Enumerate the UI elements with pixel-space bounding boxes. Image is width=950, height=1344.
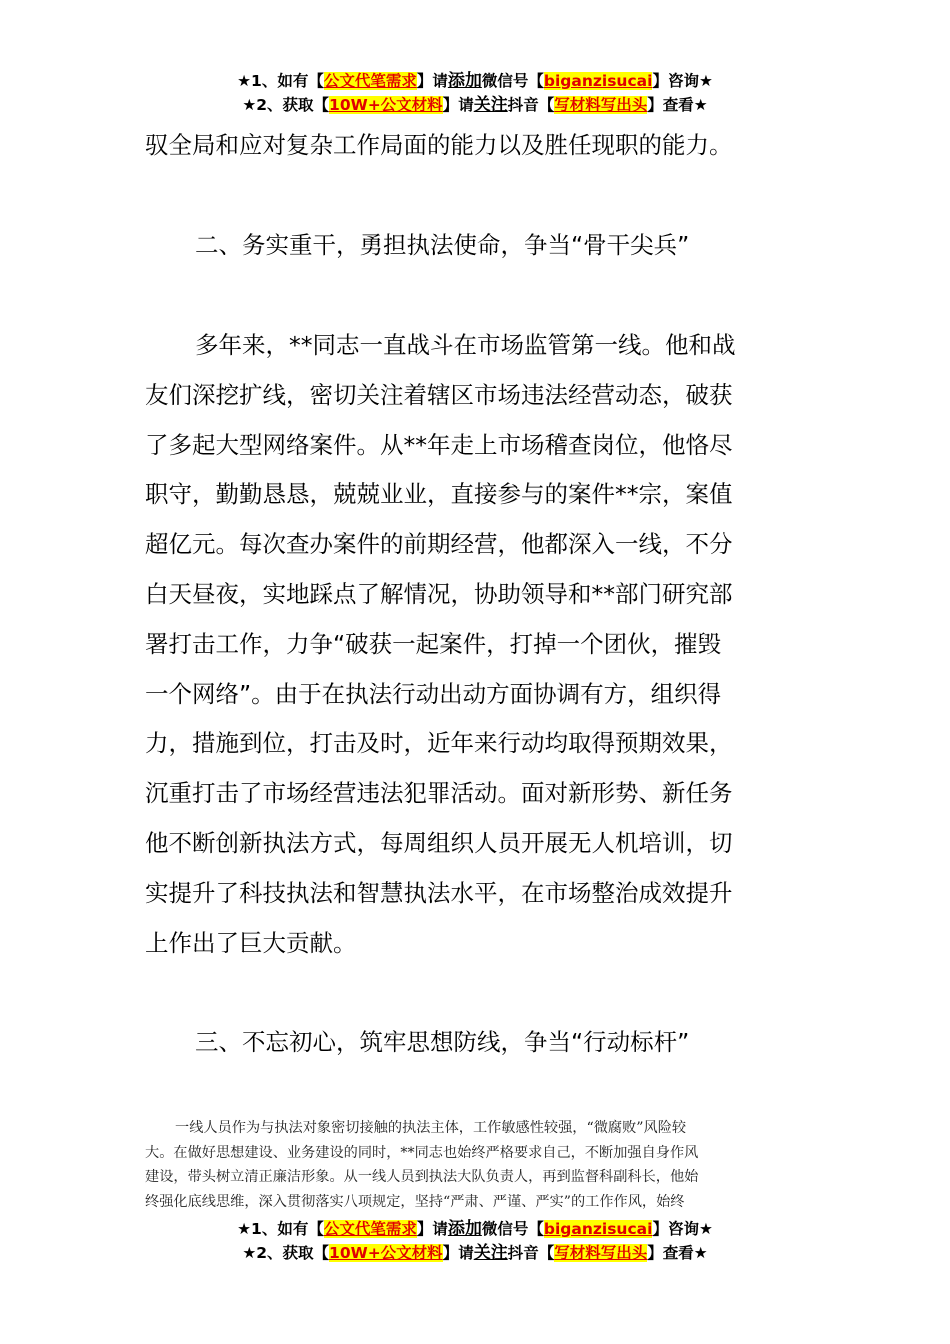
banner-highlight: 10W+公文材料 [329, 1243, 443, 1262]
paragraph-line: 一线人员作为与执法对象密切接触的执法主体，工作敏感性较强，“微腐败”风险较 [175, 1120, 687, 1136]
top-banner [0, 70, 950, 117]
banner-line-1 [0, 70, 950, 94]
banner-text: 抖音【 [507, 1243, 555, 1262]
banner-text: ★2、获取【 [242, 95, 330, 114]
banner-highlight: biganzisucai [543, 1220, 653, 1238]
paragraph-line: 大。在做好思想建设、业务建设的同时，**同志也始终严格要求自己，不断加强自身作风 [145, 1144, 699, 1161]
banner-line-1 [0, 1218, 950, 1242]
banner-line-2 [0, 1242, 950, 1266]
paragraph-line: 职守，勤勤恳恳，兢兢业业，直接参与的案件**宗，案值 [145, 480, 733, 509]
banner-text: ★1、如有【 [237, 1220, 324, 1238]
banner-text: 微信号【 [481, 72, 544, 90]
banner-highlight: 写材料写出头 [554, 95, 648, 114]
banner-highlight: 写材料写出头 [554, 1243, 648, 1262]
paragraph-line: 超亿元。每次查办案件的前期经营，他都深入一线，不分 [145, 530, 733, 559]
banner-text: 】咨询★ [652, 1220, 713, 1238]
banner-text: 】查看★ [647, 95, 708, 114]
section-heading-2: 二、务实重干，勇担执法使命，争当“骨干尖兵” [195, 231, 690, 259]
banner-highlight: biganzisucai [543, 72, 653, 90]
banner-highlight: 公文代笔需求 [323, 1220, 417, 1238]
banner-text: 】查看★ [647, 1243, 708, 1262]
paragraph-line: 实提升了科技执法和智慧执法水平，在市场整治成效提升 [145, 878, 733, 907]
banner-text: ★2、获取【 [242, 1243, 330, 1262]
banner-emphasis: 关注 [473, 94, 508, 115]
paragraph-line: 一个网络”。由于在执法行动出动方面协调有方，组织得 [145, 679, 722, 708]
banner-text: 】请 [442, 1243, 474, 1262]
banner-text: ★1、如有【 [237, 72, 324, 90]
paragraph-line: 终强化底线思维，深入贯彻落实八项规定，坚持“严肃、严谨、严实”的工作作风，始终 [145, 1193, 685, 1210]
paragraph-line: 沉重打击了市场经营违法犯罪活动。面对新形势、新任务 [145, 779, 733, 808]
paragraph-line: 友们深挖扩线，密切关注着辖区市场违法经营动态，破获 [145, 380, 733, 409]
banner-line-2 [0, 94, 950, 118]
banner-text: 】咨询★ [652, 72, 713, 90]
banner-text: 抖音【 [507, 95, 555, 114]
paragraph-line: 力，措施到位，打击及时，近年来行动均取得预期效果， [145, 729, 733, 758]
banner-text: 】请 [416, 72, 448, 90]
paragraph-line: 白天昼夜，实地踩点了解情况，协助领导和**部门研究部 [145, 580, 733, 608]
banner-highlight: 公文代笔需求 [323, 72, 417, 90]
banner-highlight: 10W+公文材料 [329, 95, 443, 114]
banner-emphasis: 添加 [447, 71, 482, 91]
banner-emphasis: 添加 [447, 1219, 482, 1239]
paragraph-line: 建设，带头树立清正廉洁形象。从一线人员到执法大队负责人，再到监督科副科长，他始 [145, 1169, 699, 1185]
section-heading-3: 三、不忘初心，筑牢思想防线，争当“行动标杆” [195, 1028, 690, 1056]
paragraph-line: 上作出了巨大贡献。 [145, 928, 357, 957]
banner-text: 】请 [442, 95, 474, 114]
paragraph-line: 了多起大型网络案件。从**年走上市场稽查岗位，他恪尽 [145, 430, 733, 459]
paragraph-line: 他不断创新执法方式，每周组织人员开展无人机培训，切 [145, 829, 733, 857]
banner-text: 】请 [416, 1220, 448, 1238]
paragraph-line: 署打击工作，力争“破获一起案件，打掉一个团伙，摧毁 [145, 629, 722, 658]
banner-text: 微信号【 [481, 1220, 544, 1238]
bottom-banner [0, 1218, 950, 1265]
paragraph-line: 多年来，**同志一直战斗在市场监管第一线。他和战 [195, 331, 736, 359]
intro-line: 驭全局和应对复杂工作局面的能力以及胜任现职的能力。 [145, 131, 733, 159]
banner-emphasis: 关注 [473, 1242, 508, 1263]
